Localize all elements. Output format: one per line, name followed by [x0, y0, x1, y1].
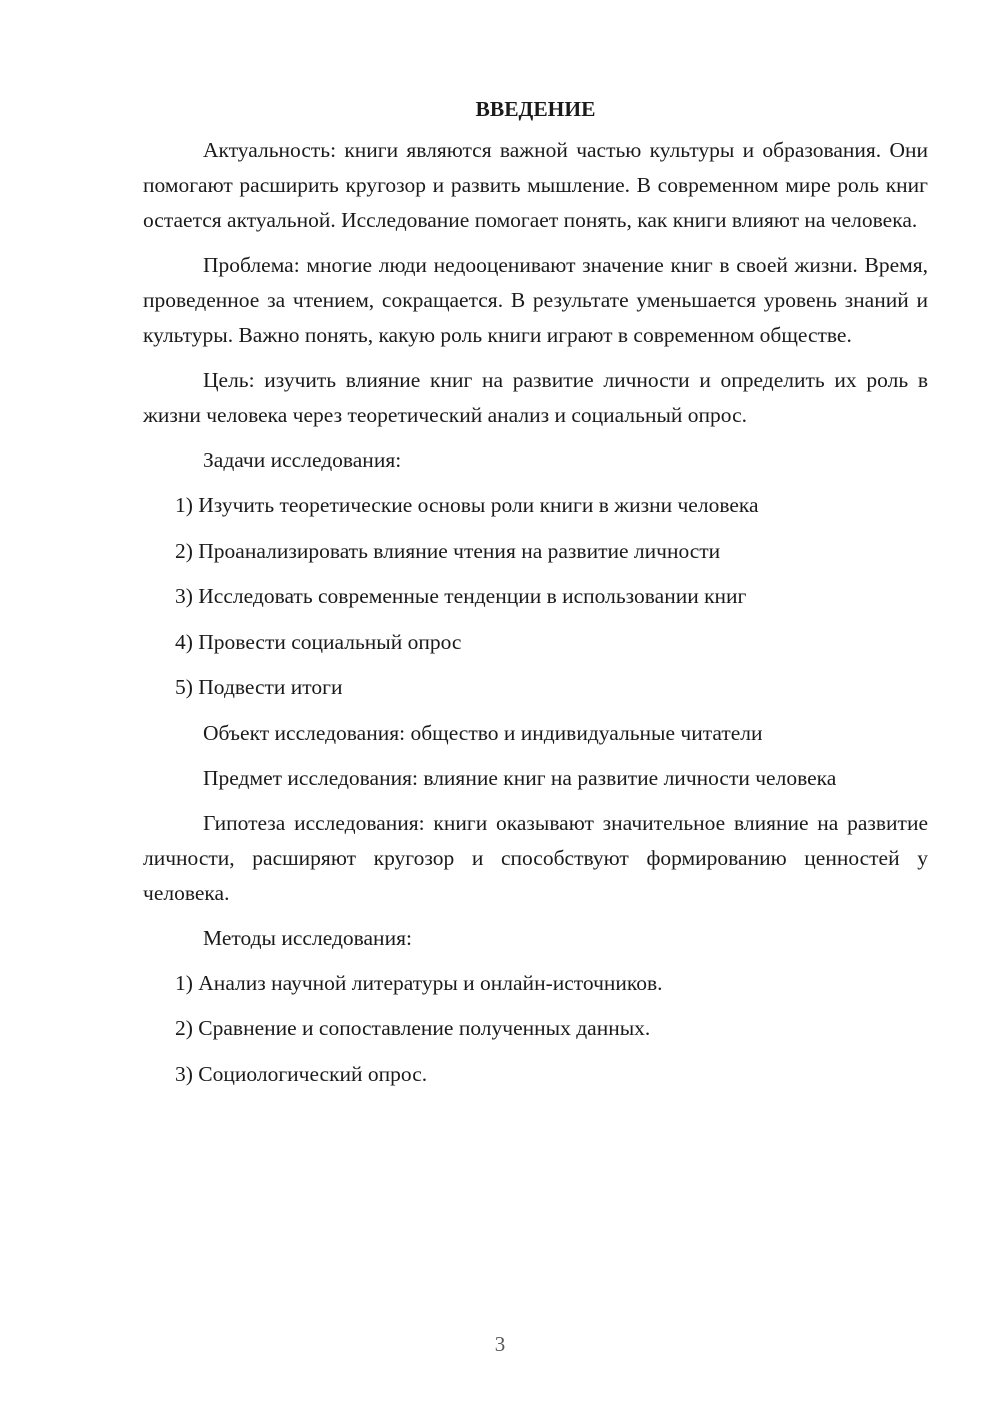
list-item: 3) Исследовать современные тенденции в использовании книг — [175, 584, 747, 608]
object-paragraph: Объект исследования: общество и индивидуальные читатели — [203, 720, 763, 745]
list-item: 2) Сравнение и сопоставление полученных данных. — [175, 1016, 651, 1040]
methods-heading: Методы исследования: — [203, 925, 412, 950]
section-title: ВВЕДЕНИЕ — [475, 97, 596, 121]
list-item: 2) Проанализировать влияние чтения на развитие личности — [175, 538, 721, 563]
list-item: 5) Подвести итоги — [175, 675, 343, 699]
problem-paragraph: Проблема: многие люди недооценивают значение книг в своей жизни. Время, проведенное за чтением, сокращается. В результате уменьшается уровень знаний и культуры. Важно понять, какую роль книги играют в современном обществе. — [143, 253, 928, 347]
methods-list — [143, 966, 928, 1092]
list-item: 4) Провести социальный опрос — [175, 629, 462, 654]
tasks-heading: Задачи исследования: — [203, 448, 402, 472]
hypothesis-paragraph: Гипотеза исследования: книги оказывают значительное влияние на развитие личности, расширяют кругозор и способствуют формированию ценностей у человека. — [143, 810, 928, 905]
list-item: 3) Социологический опрос. — [175, 1061, 428, 1086]
subject-paragraph: Предмет исследования: влияние книг на развитие личности человека — [203, 765, 837, 790]
document-page — [143, 92, 928, 1102]
page-number: 3 — [494, 1332, 506, 1356]
relevance-paragraph: Актуальность: книги являются важной частью культуры и образования. Они помогают расширить кругозор и развить мышление. В современном мире роль книг остается актуальной. Исследование помогает понять, как книги влияют на человека. — [143, 138, 928, 232]
tasks-list — [143, 488, 928, 705]
list-item: 1) Изучить теоретические основы роли книги в жизни человека — [175, 493, 759, 517]
goal-paragraph: Цель: изучить влияние книг на развитие личности и определить их роль в жизни человека через теоретический анализ и социальный опрос. — [143, 368, 928, 427]
list-item: 1) Анализ научной литературы и онлайн-источников. — [175, 970, 663, 995]
